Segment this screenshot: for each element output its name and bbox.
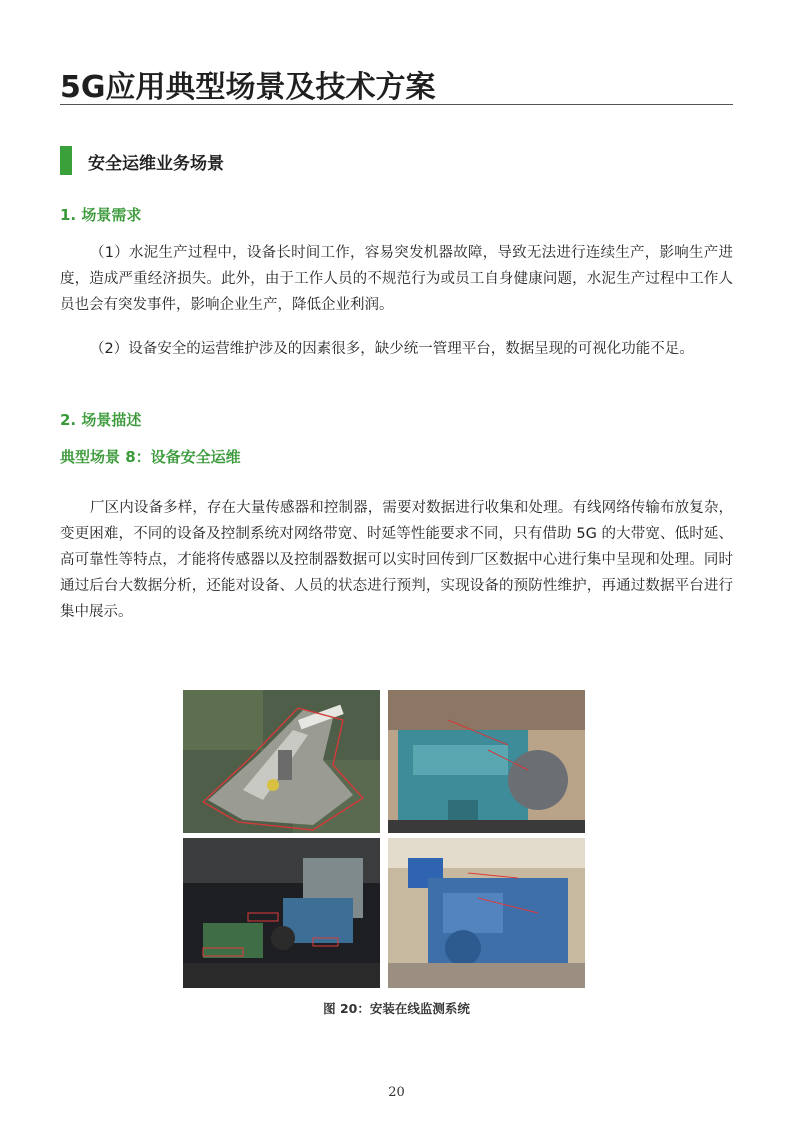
figure-caption: 图 20：安装在线监测系统	[323, 1001, 470, 1016]
section-title: 安全运维业务场景	[88, 154, 224, 174]
aerial-plant-photo	[183, 690, 380, 833]
equipment-photo-gearbox	[388, 838, 585, 988]
requirements-heading: 1. 场景需求	[60, 206, 142, 224]
equipment-photo-blue-machine	[388, 690, 585, 833]
requirements-paragraph-1: （1）水泥生产过程中，设备长时间工作，容易突发机器故障，导致无法进行连续生产，影响生产进度，造成严重经济损失。此外，由于工作人员的不规范行为或员工自身健康问题，水泥生产过程中工作人员也会有突发事件，影响企业生产，降低企业利润。	[60, 245, 733, 313]
description-heading: 2. 场景描述	[60, 411, 142, 429]
section-marker	[60, 146, 72, 175]
monitoring-figure	[183, 690, 585, 988]
scenario-heading: 典型场景 8：设备安全运维	[60, 448, 241, 466]
page-number: 20	[388, 1085, 405, 1100]
equipment-photo-green-motor	[183, 838, 380, 988]
requirements-paragraph-2: （2）设备安全的运营维护涉及的因素很多，缺少统一管理平台，数据呈现的可视化功能不足。	[90, 341, 694, 357]
description-paragraph: 厂区内设备多样，存在大量传感器和控制器，需要对数据进行收集和处理。有线网络传输布放复杂，变更困难，不同的设备及控制系统对网络带宽、时延等性能要求不同，只有借助 5G 的大带宽、低时延、高可靠性等特点，才能将传感器以及控制器数据可以实时回传到厂区数据中心进行集中呈现和处理。同时通过后台大数据分析，还能对设备、人员的状态进行预判，实现设备的预防性维护，再通过数据平台进行集中展示。	[60, 500, 733, 620]
page-title: 5G应用典型场景及技术方案	[60, 70, 436, 105]
title-divider	[60, 104, 733, 105]
